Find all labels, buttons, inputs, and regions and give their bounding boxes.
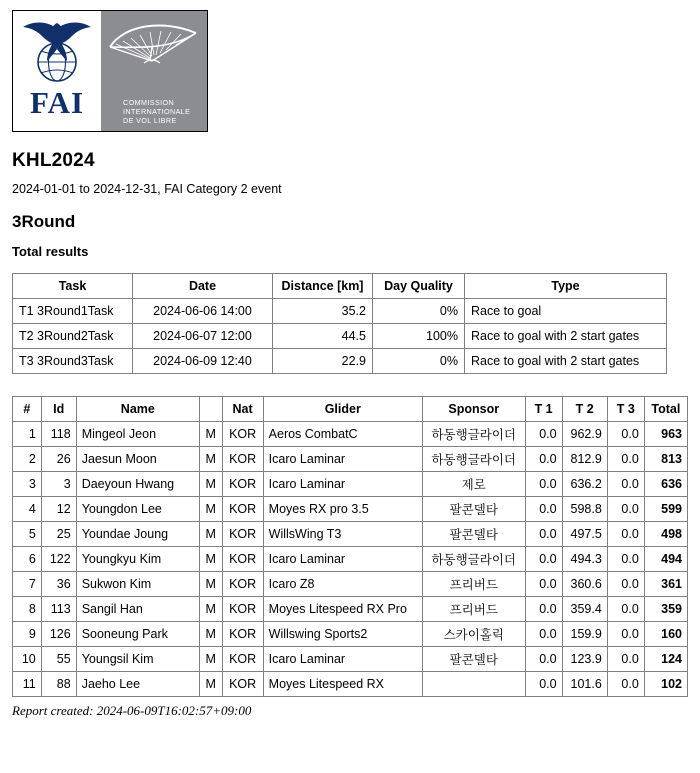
player-task2-score: 636.2 xyxy=(562,472,607,497)
task-distance: 22.9 xyxy=(273,349,373,374)
fai-logo-left xyxy=(13,11,101,131)
player-name: Youndae Joung xyxy=(76,522,199,547)
task-date: 2024-06-07 12:00 xyxy=(133,324,273,349)
player-sex: M xyxy=(199,447,222,472)
player-sex: M xyxy=(199,647,222,672)
tasks-col-distance: Distance [km] xyxy=(273,274,373,299)
player-task2-score: 359.4 xyxy=(562,597,607,622)
player-task2-score: 159.9 xyxy=(562,622,607,647)
player-sex: M xyxy=(199,572,222,597)
player-nat: KOR xyxy=(222,672,263,697)
player-task1-score: 0.0 xyxy=(525,622,562,647)
player-rank: 1 xyxy=(13,422,42,447)
results-col-sponsor: Sponsor xyxy=(422,397,525,422)
player-task3-score: 0.0 xyxy=(607,447,644,472)
player-task2-score: 360.6 xyxy=(562,572,607,597)
table-row xyxy=(13,472,688,497)
task-type: Race to goal with 2 start gates xyxy=(465,349,667,374)
player-id: 122 xyxy=(41,547,76,572)
table-row xyxy=(13,422,688,447)
player-task2-score: 494.3 xyxy=(562,547,607,572)
results-col-rank: # xyxy=(13,397,42,422)
table-row xyxy=(13,647,688,672)
tasks-col-task: Task xyxy=(13,274,133,299)
round-title: 3Round xyxy=(12,212,76,231)
player-total-score: 160 xyxy=(644,622,687,647)
player-nat: KOR xyxy=(222,472,263,497)
player-id: 36 xyxy=(41,572,76,597)
player-sex: M xyxy=(199,622,222,647)
results-col-nat: Nat xyxy=(222,397,263,422)
player-name: Mingeol Jeon xyxy=(76,422,199,447)
results-col-t2: T 2 xyxy=(562,397,607,422)
player-task3-score: 0.0 xyxy=(607,572,644,597)
task-name: T2 3Round2Task xyxy=(13,324,133,349)
player-sponsor: 하동행글라이더 xyxy=(422,547,525,572)
task-type: Race to goal xyxy=(465,299,667,324)
fai-logo-right xyxy=(101,11,207,131)
player-glider: WillsWing T3 xyxy=(263,522,422,547)
commission-line-1: COMMISSION xyxy=(123,98,175,107)
player-glider: Moyes RX pro 3.5 xyxy=(263,497,422,522)
player-name: Jaesun Moon xyxy=(76,447,199,472)
player-sponsor: 팔콘델타 xyxy=(422,497,525,522)
table-row xyxy=(13,324,667,349)
player-rank: 8 xyxy=(13,597,42,622)
player-total-score: 124 xyxy=(644,647,687,672)
player-glider: Moyes Litespeed RX xyxy=(263,672,422,697)
fai-wordmark: FAI xyxy=(29,85,85,120)
player-nat: KOR xyxy=(222,647,263,672)
player-glider: Icaro Laminar xyxy=(263,647,422,672)
task-name: T1 3Round1Task xyxy=(13,299,133,324)
player-rank: 3 xyxy=(13,472,42,497)
player-total-score: 963 xyxy=(644,422,687,447)
player-total-score: 636 xyxy=(644,472,687,497)
player-glider: Icaro Laminar xyxy=(263,547,422,572)
commission-caption xyxy=(123,98,190,125)
player-task2-score: 123.9 xyxy=(562,647,607,672)
player-sex: M xyxy=(199,422,222,447)
player-task1-score: 0.0 xyxy=(525,422,562,447)
player-sex: M xyxy=(199,472,222,497)
player-nat: KOR xyxy=(222,597,263,622)
player-total-score: 361 xyxy=(644,572,687,597)
player-task2-score: 497.5 xyxy=(562,522,607,547)
player-total-score: 813 xyxy=(644,447,687,472)
player-task1-score: 0.0 xyxy=(525,497,562,522)
player-name: Youngkyu Kim xyxy=(76,547,199,572)
player-task2-score: 101.6 xyxy=(562,672,607,697)
player-sex: M xyxy=(199,497,222,522)
player-task3-score: 0.0 xyxy=(607,522,644,547)
player-sex: M xyxy=(199,672,222,697)
report-created-footer: Report created: 2024-06-09T16:02:57+09:00 xyxy=(12,703,252,718)
player-task1-score: 0.0 xyxy=(525,547,562,572)
task-distance: 35.2 xyxy=(273,299,373,324)
task-day-quality: 0% xyxy=(373,299,465,324)
commission-line-2: INTERNATIONALE xyxy=(123,107,191,116)
player-task3-score: 0.0 xyxy=(607,647,644,672)
section-title: Total results xyxy=(12,244,89,259)
player-rank: 4 xyxy=(13,497,42,522)
player-id: 26 xyxy=(41,447,76,472)
player-sponsor: 프리버드 xyxy=(422,597,525,622)
player-sponsor: 팔콘델타 xyxy=(422,522,525,547)
task-distance: 44.5 xyxy=(273,324,373,349)
player-sponsor: 하동행글라이더 xyxy=(422,422,525,447)
player-task3-score: 0.0 xyxy=(607,497,644,522)
player-task1-score: 0.0 xyxy=(525,522,562,547)
hang-glider-icon xyxy=(106,17,202,79)
player-rank: 10 xyxy=(13,647,42,672)
tasks-table xyxy=(12,273,667,374)
player-task1-score: 0.0 xyxy=(525,647,562,672)
page-title: KHL2024 xyxy=(12,150,95,171)
player-total-score: 102 xyxy=(644,672,687,697)
player-sex: M xyxy=(199,522,222,547)
task-day-quality: 0% xyxy=(373,349,465,374)
table-row xyxy=(13,547,688,572)
task-date: 2024-06-06 14:00 xyxy=(133,299,273,324)
player-task3-score: 0.0 xyxy=(607,422,644,447)
table-row xyxy=(13,497,688,522)
player-name: Daeyoun Hwang xyxy=(76,472,199,497)
player-rank: 11 xyxy=(13,672,42,697)
player-task3-score: 0.0 xyxy=(607,672,644,697)
player-task1-score: 0.0 xyxy=(525,447,562,472)
player-id: 25 xyxy=(41,522,76,547)
player-sponsor xyxy=(422,672,525,697)
player-task3-score: 0.0 xyxy=(607,622,644,647)
eagle-icon xyxy=(17,15,97,89)
results-col-name: Name xyxy=(76,397,199,422)
task-name: T3 3Round3Task xyxy=(13,349,133,374)
player-id: 3 xyxy=(41,472,76,497)
task-day-quality: 100% xyxy=(373,324,465,349)
player-task3-score: 0.0 xyxy=(607,472,644,497)
results-col-sex xyxy=(199,397,222,422)
table-row xyxy=(13,349,667,374)
player-rank: 9 xyxy=(13,622,42,647)
player-task2-score: 962.9 xyxy=(562,422,607,447)
player-sponsor: 하동행글라이더 xyxy=(422,447,525,472)
tasks-header-row xyxy=(13,274,667,299)
player-name: Youngdon Lee xyxy=(76,497,199,522)
player-task2-score: 812.9 xyxy=(562,447,607,472)
player-name: Sukwon Kim xyxy=(76,572,199,597)
player-glider: Willswing Sports2 xyxy=(263,622,422,647)
player-sponsor: 제로 xyxy=(422,472,525,497)
task-date: 2024-06-09 12:40 xyxy=(133,349,273,374)
player-name: Youngsil Kim xyxy=(76,647,199,672)
player-sex: M xyxy=(199,597,222,622)
player-nat: KOR xyxy=(222,547,263,572)
player-glider: Icaro Laminar xyxy=(263,472,422,497)
results-table xyxy=(12,396,688,697)
player-glider: Icaro Z8 xyxy=(263,572,422,597)
player-nat: KOR xyxy=(222,572,263,597)
results-col-total: Total xyxy=(644,397,687,422)
player-glider: Aeros CombatC xyxy=(263,422,422,447)
player-task1-score: 0.0 xyxy=(525,472,562,497)
player-name: Sooneung Park xyxy=(76,622,199,647)
results-col-t3: T 3 xyxy=(607,397,644,422)
player-name: Sangil Han xyxy=(76,597,199,622)
table-row xyxy=(13,522,688,547)
player-task1-score: 0.0 xyxy=(525,672,562,697)
results-col-t1: T 1 xyxy=(525,397,562,422)
results-header-row xyxy=(13,397,688,422)
player-nat: KOR xyxy=(222,497,263,522)
task-type: Race to goal with 2 start gates xyxy=(465,324,667,349)
tasks-col-day-quality: Day Quality xyxy=(373,274,465,299)
player-total-score: 359 xyxy=(644,597,687,622)
player-id: 12 xyxy=(41,497,76,522)
player-glider: Icaro Laminar xyxy=(263,447,422,472)
player-id: 113 xyxy=(41,597,76,622)
commission-line-3: DE VOL LIBRE xyxy=(123,116,177,125)
results-col-id: Id xyxy=(41,397,76,422)
player-sponsor: 스카이홀릭 xyxy=(422,622,525,647)
player-rank: 7 xyxy=(13,572,42,597)
player-nat: KOR xyxy=(222,447,263,472)
player-glider: Moyes Litespeed RX Pro xyxy=(263,597,422,622)
player-nat: KOR xyxy=(222,422,263,447)
player-task3-score: 0.0 xyxy=(607,597,644,622)
player-name: Jaeho Lee xyxy=(76,672,199,697)
tasks-col-date: Date xyxy=(133,274,273,299)
player-rank: 2 xyxy=(13,447,42,472)
player-total-score: 494 xyxy=(644,547,687,572)
player-task2-score: 598.8 xyxy=(562,497,607,522)
player-nat: KOR xyxy=(222,622,263,647)
player-sponsor: 프리버드 xyxy=(422,572,525,597)
player-id: 88 xyxy=(41,672,76,697)
table-row xyxy=(13,299,667,324)
player-id: 118 xyxy=(41,422,76,447)
results-col-glider: Glider xyxy=(263,397,422,422)
player-nat: KOR xyxy=(222,522,263,547)
table-row xyxy=(13,572,688,597)
tasks-col-type: Type xyxy=(465,274,667,299)
table-row xyxy=(13,597,688,622)
player-total-score: 498 xyxy=(644,522,687,547)
table-row xyxy=(13,672,688,697)
player-id: 55 xyxy=(41,647,76,672)
table-row xyxy=(13,622,688,647)
player-rank: 6 xyxy=(13,547,42,572)
player-id: 126 xyxy=(41,622,76,647)
player-task1-score: 0.0 xyxy=(525,597,562,622)
player-task3-score: 0.0 xyxy=(607,547,644,572)
fai-logo xyxy=(12,10,208,132)
player-task1-score: 0.0 xyxy=(525,572,562,597)
table-row xyxy=(13,447,688,472)
player-rank: 5 xyxy=(13,522,42,547)
player-sex: M xyxy=(199,547,222,572)
event-subtitle: 2024-01-01 to 2024-12-31, FAI Category 2 event xyxy=(12,182,282,196)
player-sponsor: 팔콘델타 xyxy=(422,647,525,672)
player-total-score: 599 xyxy=(644,497,687,522)
